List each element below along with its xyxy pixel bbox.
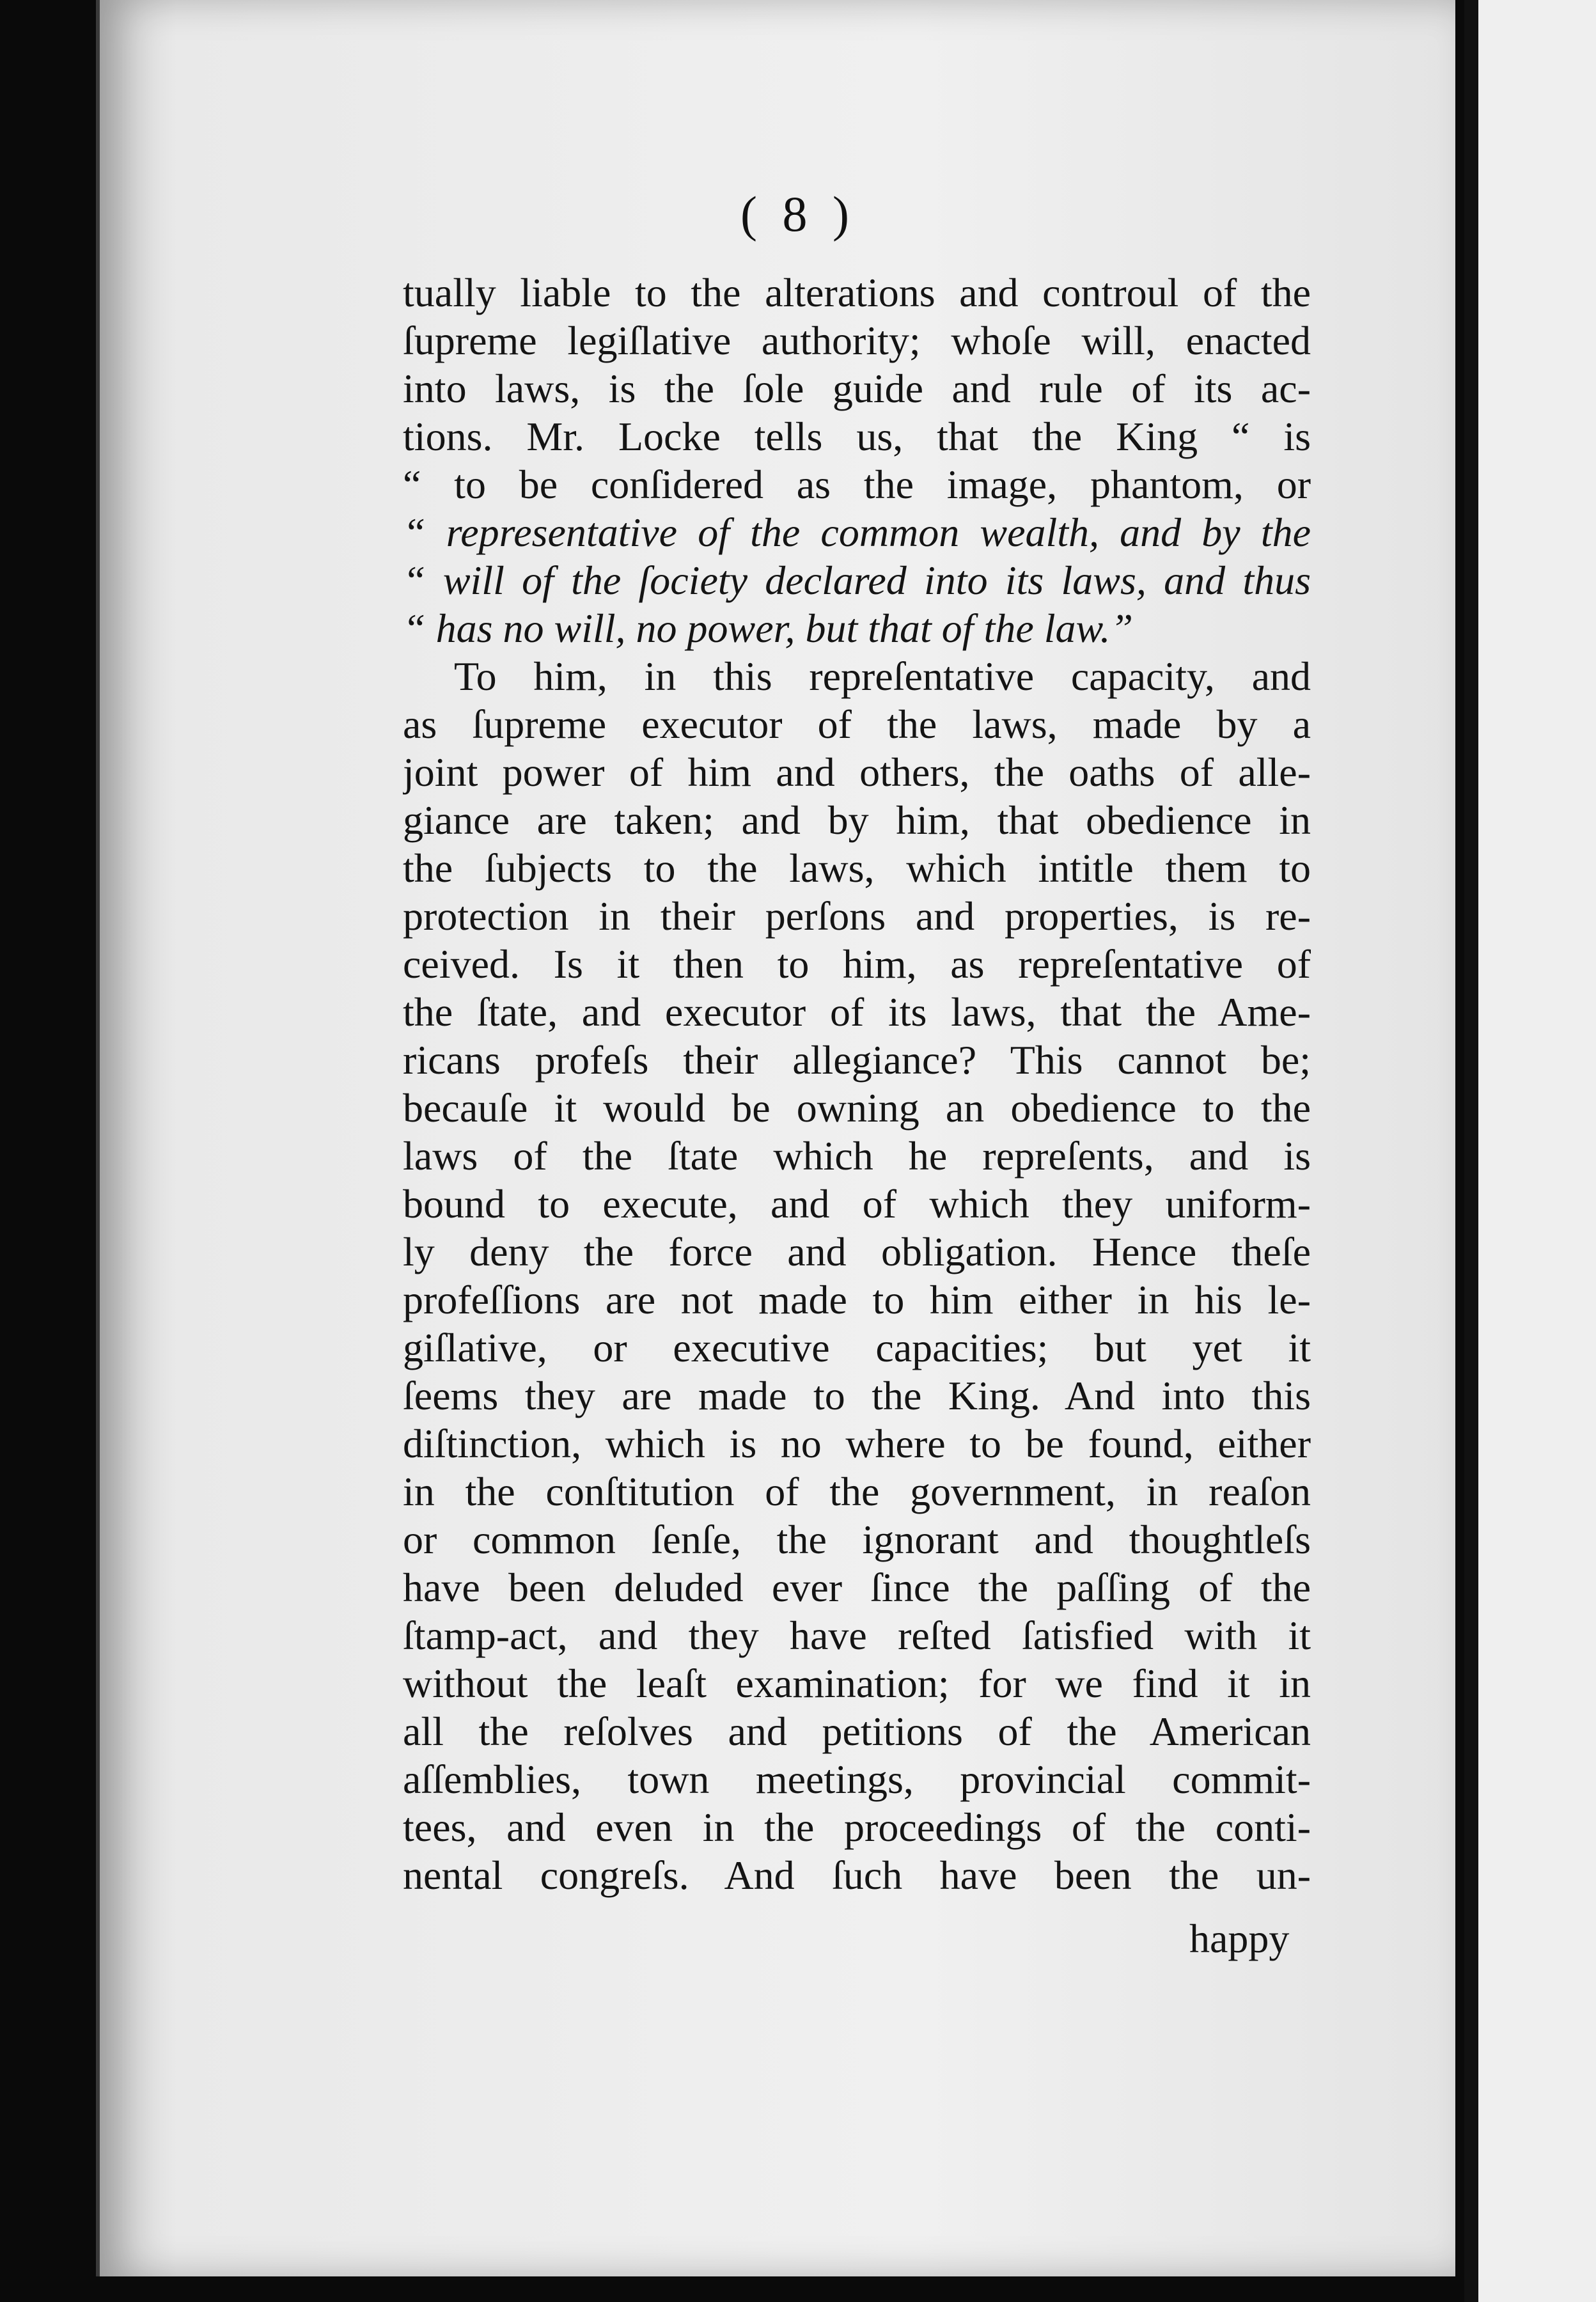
text-line-italic: “ will of the ſociety declared into its laws, and thus <box>403 558 1311 603</box>
paragraph-start-line: To him, in this repreſentative capacity, and <box>454 654 1311 699</box>
text-line: tions. Mr. Locke tells us, that the King “ is <box>403 414 1311 459</box>
text-line: tees, and even in the proceedings of the conti- <box>403 1805 1311 1850</box>
text-line: as ſupreme executor of the laws, made by a <box>403 701 1311 747</box>
text-line: becauſe it would be owning an obedience to the <box>403 1085 1311 1131</box>
text-line: giſlative, or executive capacities; but yet it <box>403 1325 1311 1370</box>
text-line-italic: “ representative of the common wealth, and by the <box>403 510 1311 555</box>
text-line: in the conſtitution of the government, in reaſon <box>403 1469 1311 1514</box>
text-line: the ſubjects to the laws, which intitle them to <box>403 845 1311 891</box>
text-line: all the reſolves and petitions of the American <box>403 1709 1311 1754</box>
text-line: giance are taken; and by him, that obedience in <box>403 797 1311 843</box>
text-line: ricans profeſs their allegiance? This cannot be; <box>403 1037 1311 1083</box>
text-line: bound to execute, and of which they uniform- <box>403 1181 1311 1226</box>
text-line: ly deny the force and obligation. Hence theſe <box>403 1229 1311 1274</box>
page-number: ( 8 ) <box>740 186 856 242</box>
text-line-italic: “ has no will, no power, but that of the law.” <box>403 606 1134 651</box>
text-line: the ſtate, and executor of its laws, that the Ame- <box>403 989 1311 1035</box>
text-line: or common ſenſe, the ignorant and thoughtleſs <box>403 1517 1311 1562</box>
text-line: profeſſions are not made to him either in his le- <box>403 1277 1311 1322</box>
text-line: aſſemblies, town meetings, provincial commit- <box>403 1757 1311 1802</box>
text-line: ſtamp-act, and they have reſted ſatisfied with it <box>403 1613 1311 1658</box>
text-line: laws of the ſtate which he repreſents, and is <box>403 1133 1311 1178</box>
text-line: ſupreme legiſlative authority; whoſe will, enacted <box>403 318 1311 363</box>
text-line: have been deluded ever ſince the paſſing of the <box>403 1565 1311 1610</box>
facing-page-edge <box>1464 0 1596 2302</box>
body-text <box>403 269 1311 1899</box>
text-line: diſtinction, which is no where to be found, either <box>403 1421 1311 1466</box>
text-line: without the leaſt examination; for we find it in <box>403 1661 1311 1706</box>
text-line: ceived. Is it then to him, as repreſentative of <box>403 941 1311 987</box>
text-line: protection in their perſons and properties, is re- <box>403 893 1311 939</box>
text-line: into laws, is the ſole guide and rule of its ac- <box>403 366 1311 411</box>
text-line: nental congreſs. And ſuch have been the un- <box>403 1852 1311 1898</box>
text-line: “ to be conſidered as the image, phantom, or <box>403 462 1311 507</box>
catchword: happy <box>1189 1916 1290 1961</box>
text-line: tually liable to the alterations and controul of the <box>403 270 1311 315</box>
text-line: joint power of him and others, the oaths of alle- <box>403 749 1311 795</box>
text-line: ſeems they are made to the King. And into this <box>403 1373 1311 1418</box>
